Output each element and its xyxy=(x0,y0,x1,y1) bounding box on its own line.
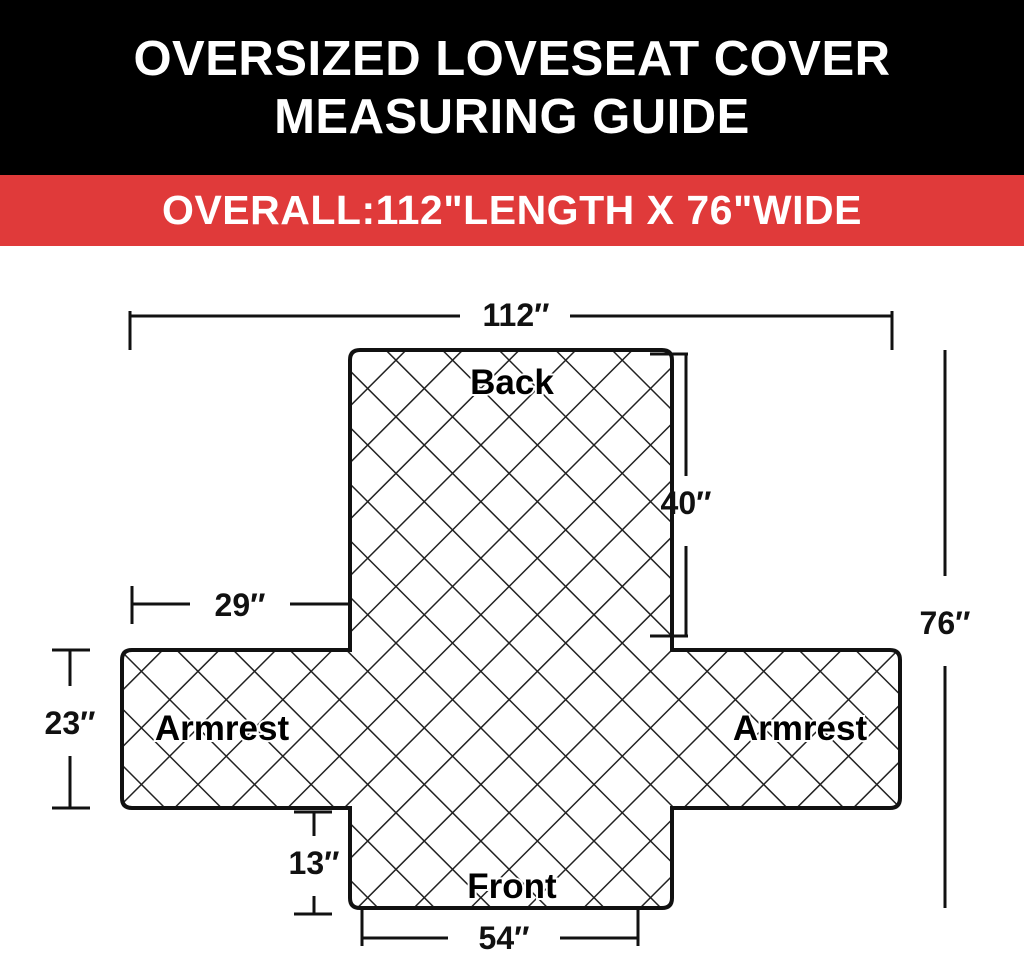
zone-label-armrest-left: Armrest xyxy=(154,709,290,748)
dimension-front-width: 54″ xyxy=(478,920,530,956)
zone-label-back: Back xyxy=(470,363,554,402)
title-line-1: OVERSIZED LOVESEAT COVER xyxy=(133,31,891,86)
overall-dimensions-text: OVERALL:112"LENGTH X 76"WIDE xyxy=(162,187,862,233)
dimension-back-height: 40″ xyxy=(660,485,712,521)
zone-label-armrest-right: Armrest xyxy=(732,709,868,748)
zone-label-front: Front xyxy=(467,867,557,906)
dimension-back-offset-left: 29″ xyxy=(214,587,266,623)
subtitle-banner xyxy=(0,175,1024,246)
title-banner xyxy=(0,0,1024,175)
dimension-overall-width: 76″ xyxy=(919,605,971,641)
dimension-overall-length: 112″ xyxy=(482,297,550,333)
cover-shape-diagram xyxy=(0,246,1024,958)
dimension-armrest-depth: 23″ xyxy=(44,705,96,741)
title-line-2: MEASURING GUIDE xyxy=(274,89,750,144)
cover-outline xyxy=(122,350,900,908)
dimension-front-offset: 13″ xyxy=(288,845,340,881)
